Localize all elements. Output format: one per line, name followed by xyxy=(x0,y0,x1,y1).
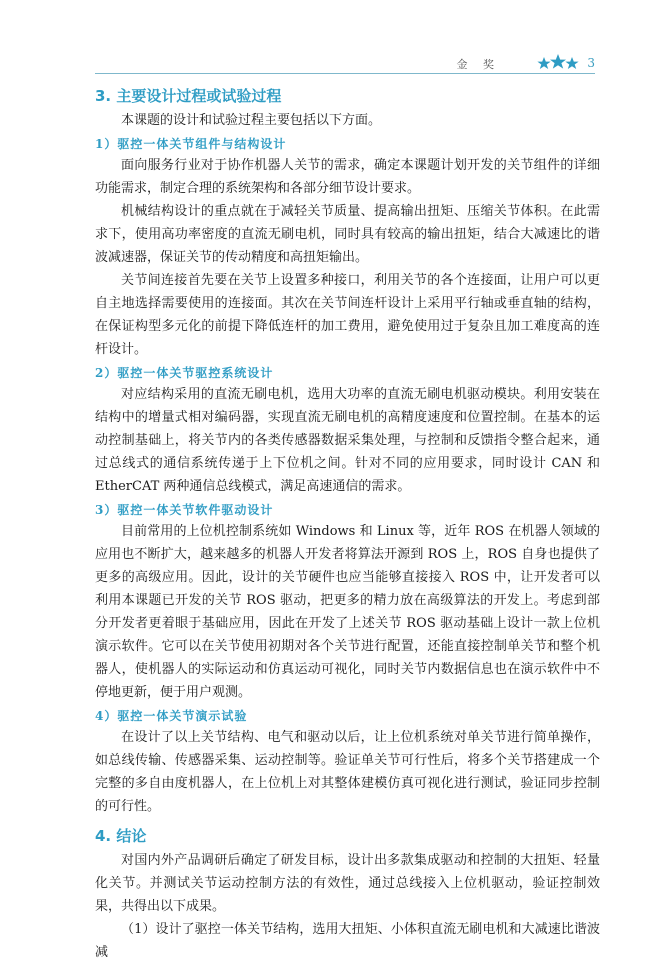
header-rule xyxy=(95,73,595,74)
paragraph: 关节间连接首先要在关节上设置多种接口，利用关节的各个连接面，让用户可以更自主地选择需要使用的连接面。其次在关节间连杆设计上采用平行轴或垂直轴的结构，在保证构型多元化的前提下降低连杆的加工费用，避免使用过于复杂且加工难度高的连杆设计。 xyxy=(95,273,600,357)
subsection-1-heading: 1）驱控一体关节组件与结构设计 xyxy=(95,137,287,151)
paragraph: 目前常用的上位机控制系统如 Windows 和 Linux 等，近年 ROS 在机器人领域的应用也不断扩大，越来越多的机器人开发者将算法开源到 ROS 上，ROS 自身也提供了更多的高级应用。因此，设计的关节硬件也应当能够直接接入 ROS 中，让开发者可以利用本课题已开发的关节 ROS 驱动，把更多的精力放在高级算法的开发上。考虑到部分开发者更着眼于基础应用，因此在开发了上述关节 ROS 驱动基础上设计一款上位机演示软件。它可以在关节使用初期对各个关节进行配置，还能直接控制单关节和整个机器人，使机器人的实际运动和仿真运动可视化，同时关节内数据信息也在演示软件中不停地更新，便于用户观测。 xyxy=(95,524,600,700)
subsection-3-heading: 3）驱控一体关节软件驱动设计 xyxy=(95,503,274,517)
paragraph: （1）设计了驱控一体关节结构，选用大扭矩、小体积直流无刷电机和大减速比谐波减 xyxy=(95,922,600,960)
running-header xyxy=(95,56,595,74)
page-content xyxy=(95,80,600,964)
paragraph: 面向服务行业对于协作机器人关节的需求，确定本课题计划开发的关节组件的详细功能需求，制定合理的系统架构和各部分细节设计要求。 xyxy=(95,158,600,196)
paragraph: 对应结构采用的直流无刷电机，选用大功率的直流无刷电机驱动模块。利用安装在结构中的增量式相对编码器，实现直流无刷电机的高精度速度和位置控制。在基本的运动控制基础上，将关节内的各类传感器数据采集处理，与控制和反馈指令整合起来，通过总线式的通信系统传递于上下位机之间。针对不同的应用要求，同时设计 CAN 和 EtherCAT 两种通信总线模式，满足高速通信的需求。 xyxy=(95,387,600,494)
section-3-heading: 3. 主要设计过程或试验过程 xyxy=(95,87,282,105)
paragraph: 机械结构设计的重点就在于减轻关节质量、提高输出扭矩、压缩关节体积。在此需求下，使用高功率密度的直流无刷电机，同时具有较高的输出扭矩，结合大减速比的谐波减速器，保证关节的传动精度和高扭矩输出。 xyxy=(95,204,600,265)
section-4-heading: 4. 结论 xyxy=(95,827,147,845)
section-3-intro: 本课题的设计和试验过程主要包括以下方面。 xyxy=(121,113,382,128)
header-label: 金 奖 xyxy=(456,58,500,71)
subsection-4-heading: 4）驱控一体关节演示试验 xyxy=(95,709,248,723)
paragraph: 在设计了以上关节结构、电气和驱动以后，让上位机系统对单关节进行简单操作，如总线传输、传感器采集、运动控制等。验证单关节可行性后，将多个关节搭建成一个完整的多自由度机器人，在上位机上对其整体建模仿真可视化进行测试，验证同步控制的可行性。 xyxy=(95,730,600,814)
paragraph: 对国内外产品调研后确定了研发目标，设计出多款集成驱动和控制的大扭矩、轻量化关节。并测试关节运动控制方法的有效性，通过总线接入上位机驱动，验证控制效果，共得出以下成果。 xyxy=(95,853,600,914)
page-number: 3 xyxy=(587,56,595,70)
stars-icon xyxy=(537,54,581,72)
subsection-2-heading: 2）驱控一体关节驱控系统设计 xyxy=(95,366,274,380)
